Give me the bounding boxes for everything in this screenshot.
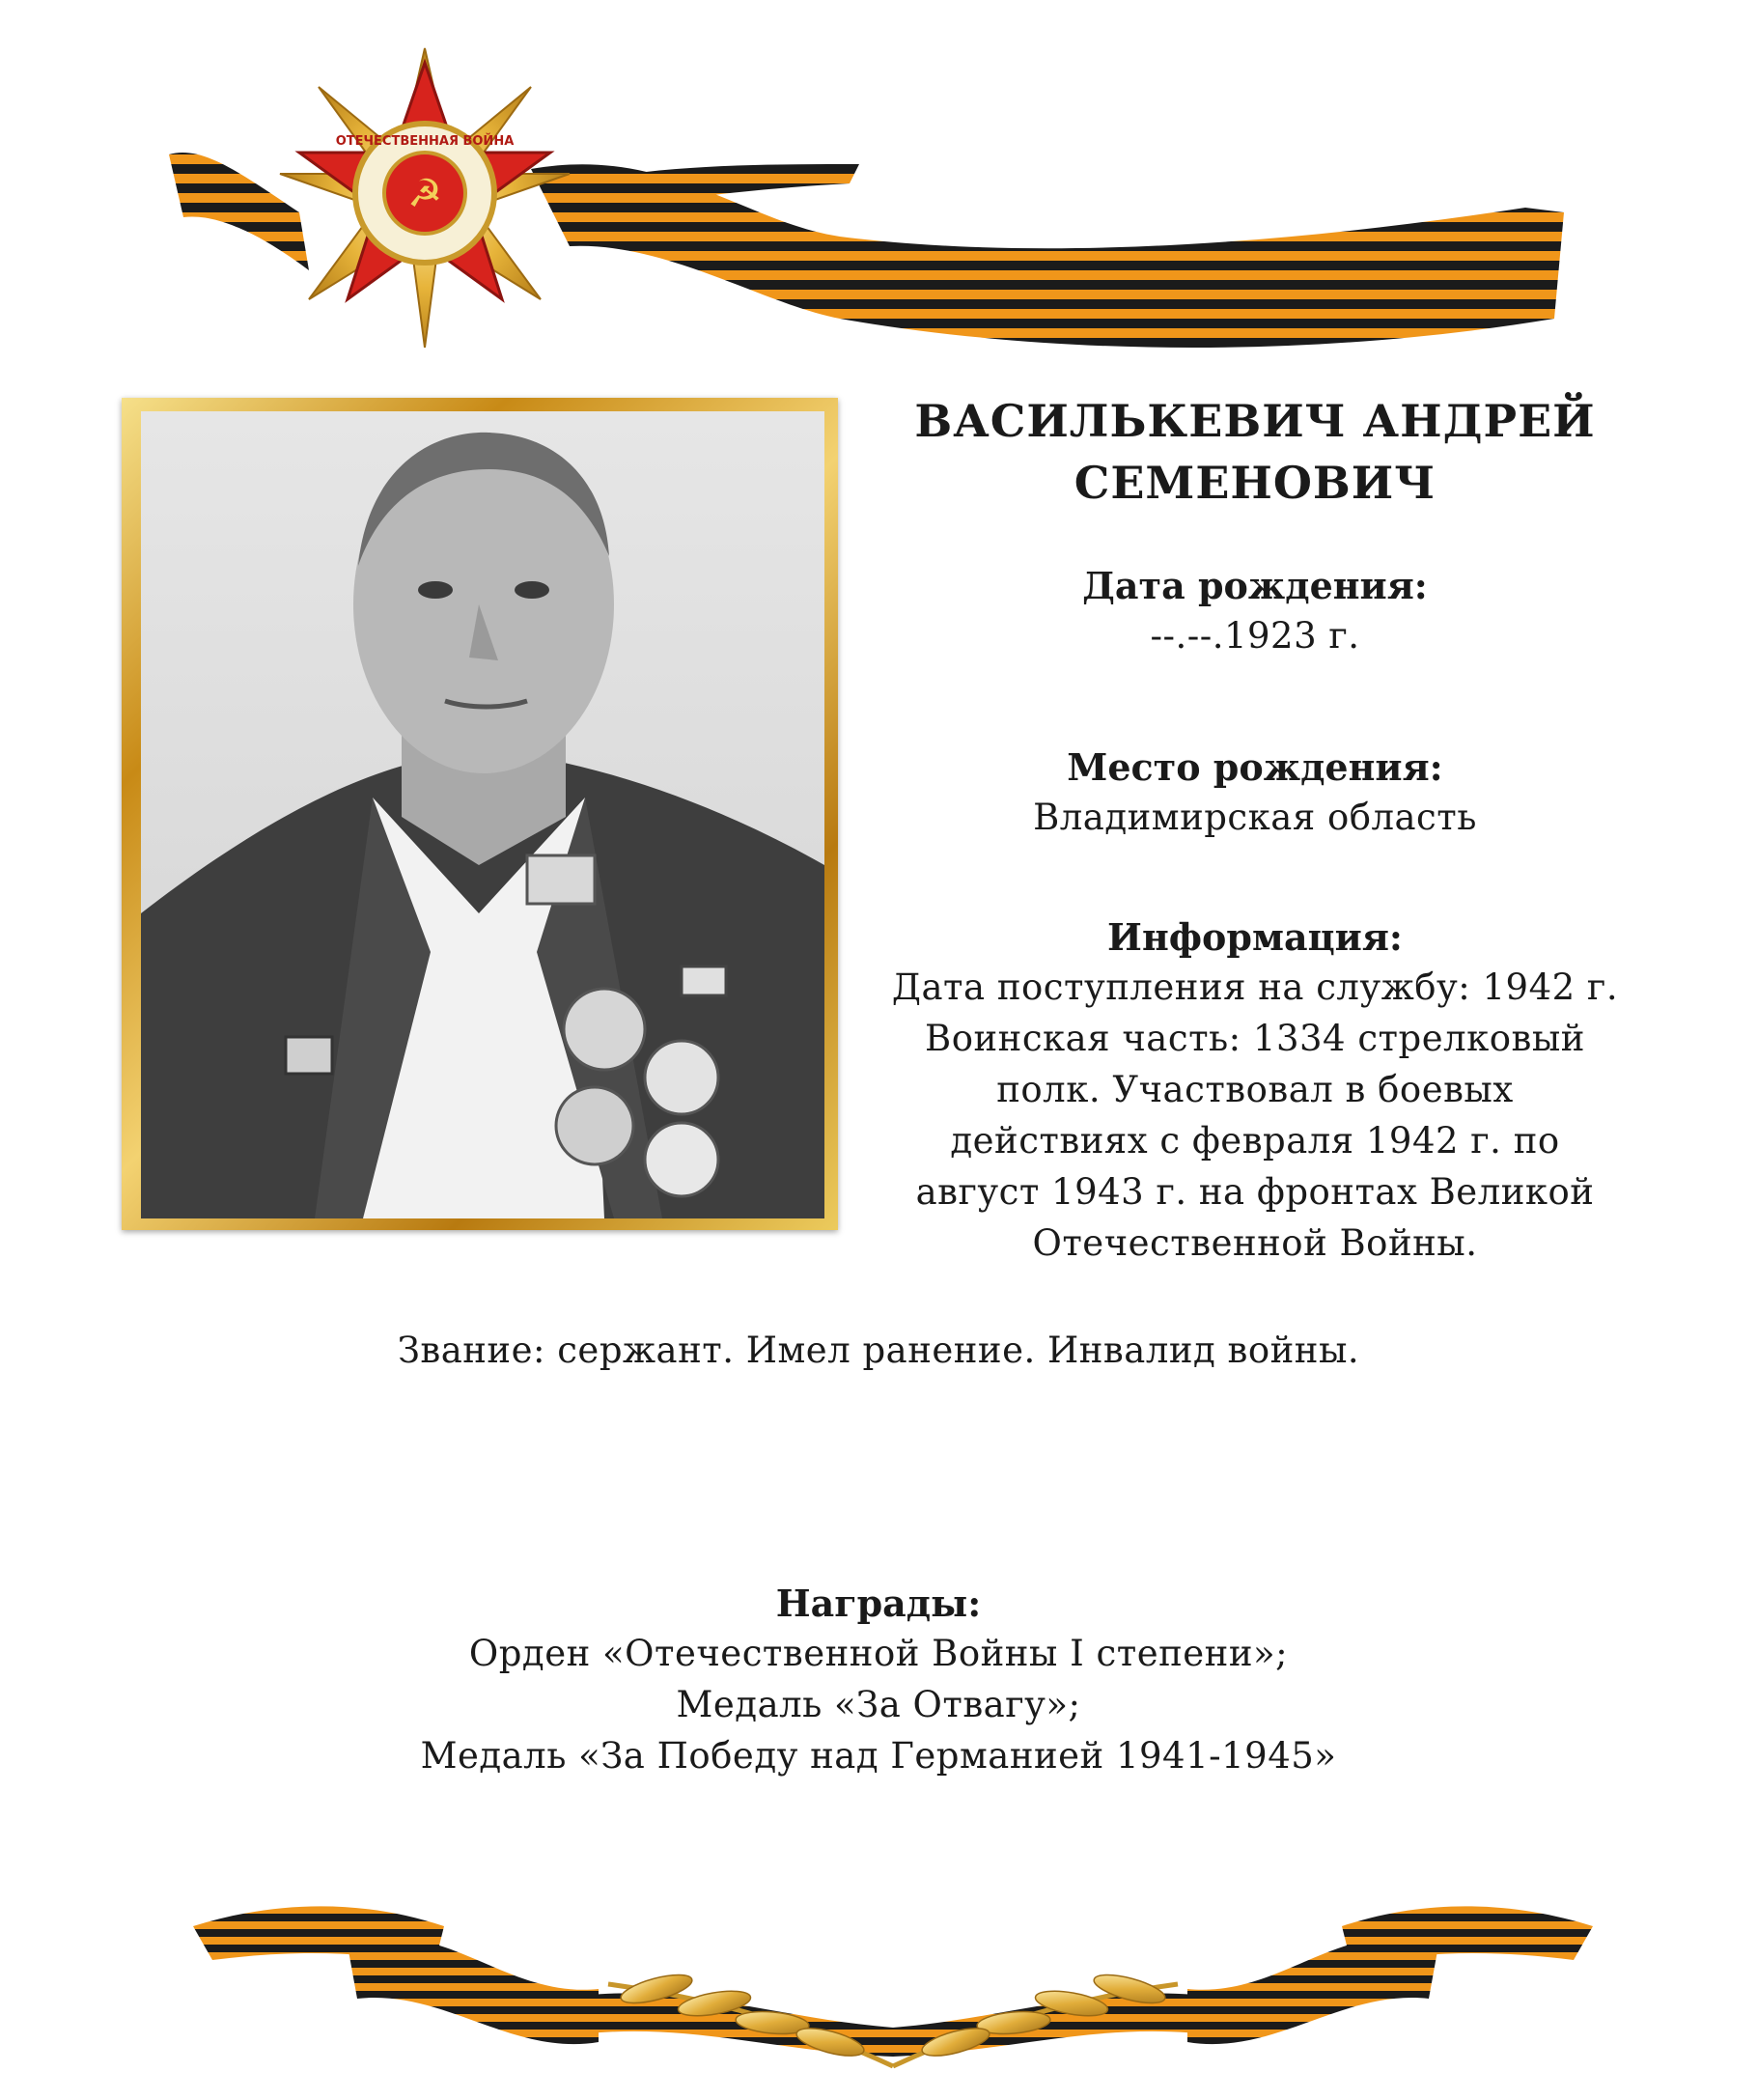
birth-place-label: Место рождения: [1067, 745, 1443, 789]
birth-place-block [850, 743, 1660, 843]
svg-text:ОТЕЧЕСТВЕННАЯ ВОЙНА: ОТЕЧЕСТВЕННАЯ ВОЙНА [335, 134, 515, 149]
info-label: Информация: [1107, 915, 1403, 959]
svg-text:☭: ☭ [407, 172, 442, 216]
rank-text: Звание: сержант. Имел ранение. Инвалид войны. [397, 1330, 1360, 1371]
footer-ribbon-laurel [193, 1883, 1593, 2076]
birth-date-value: --.--.1923 г. [1150, 615, 1360, 657]
birth-date-block [850, 562, 1660, 661]
info-line: август 1943 г. на фронтах Великой [915, 1171, 1595, 1213]
awards-block [0, 1580, 1757, 1781]
award-item: Орден «Отечественной Войны I степени»; [468, 1633, 1289, 1674]
person-name [850, 390, 1660, 514]
person-name-line1: ВАСИЛЬКЕВИЧ АНДРЕЙ [914, 395, 1596, 447]
ribbon-left-tail [169, 153, 309, 270]
awards-label: Награды: [775, 1582, 982, 1625]
birth-date-label: Дата рождения: [1082, 564, 1428, 607]
info-block [850, 913, 1660, 1269]
birth-place-value: Владимирская область [1033, 797, 1477, 838]
info-line: Отечественной Войны. [1032, 1222, 1478, 1264]
person-name-line2: СЕМЕНОВИЧ [1074, 457, 1436, 509]
header-emblem-ribbon [164, 29, 1632, 348]
award-item: Медаль «За Отвагу»; [676, 1684, 1081, 1725]
info-line: Дата поступления на службу: 1942 г. [891, 966, 1619, 1008]
info-line: Воинская часть: 1334 стрелковый [925, 1018, 1585, 1059]
info-line: действиях с февраля 1942 г. по [950, 1120, 1560, 1162]
award-item: Медаль «За Победу над Германией 1941-1945» [420, 1735, 1337, 1777]
portrait-photo [141, 411, 824, 1218]
info-line: полк. Участвовал в боевых [996, 1069, 1514, 1110]
